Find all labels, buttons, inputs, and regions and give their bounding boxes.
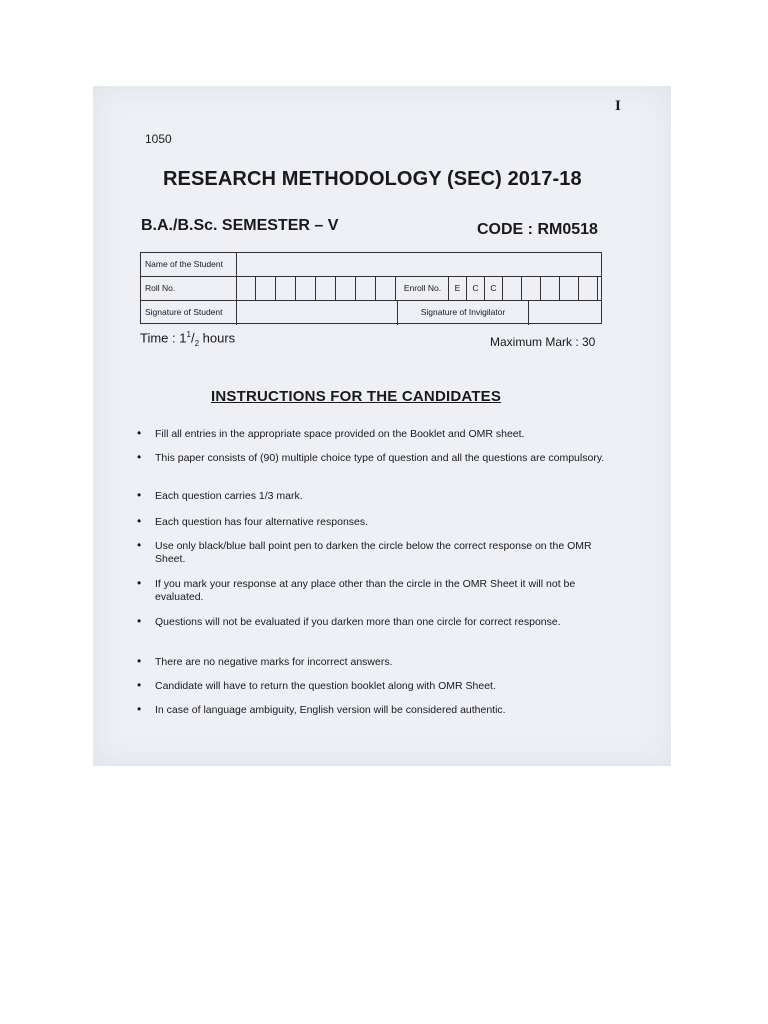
roll-box (377, 277, 396, 300)
instruction-text: Fill all entries in the appropriate space provided on the Booklet and OMR sheet. (155, 428, 525, 440)
enroll-letter: E (449, 277, 467, 300)
time-allowed: Time : $1^1/_2$ hours (140, 330, 236, 348)
bullet-icon: • (137, 678, 142, 692)
enroll-box (579, 277, 598, 300)
signature-student-label: Signature of Student (141, 301, 237, 325)
instruction-text: Use only black/blue ball point pen to darken the circle below the correct response on the OMR Sheet. (155, 540, 592, 565)
student-info-table (140, 252, 602, 324)
roll-box (257, 277, 276, 300)
instruction-text: Each question carries 1/3 mark. (155, 490, 303, 502)
enroll-box (560, 277, 579, 300)
enroll-letter: C (467, 277, 485, 300)
roll-box (277, 277, 296, 300)
bullet-icon: • (137, 514, 142, 528)
enroll-label: Enroll No. (397, 277, 449, 300)
bullet-icon: • (137, 576, 142, 590)
enroll-box (541, 277, 560, 300)
instruction-text: If you mark your response at any place other than the circle in the OMR Sheet it will not be evaluated. (155, 578, 576, 603)
page-title: RESEARCH METHODOLOGY (SEC) 2017-18 (163, 168, 582, 190)
enroll-box (522, 277, 541, 300)
roll-box (237, 277, 256, 300)
paper-id: 1050 (145, 132, 172, 146)
roll-row (141, 277, 601, 301)
page-mark: I (615, 98, 621, 114)
roll-box (317, 277, 336, 300)
bullet-icon: • (137, 702, 142, 716)
bullet-icon: • (137, 614, 142, 628)
enroll-box (503, 277, 522, 300)
roll-box (357, 277, 376, 300)
instruction-text: Candidate will have to return the question booklet along with OMR Sheet. (155, 680, 496, 692)
bullet-icon: • (137, 488, 142, 502)
time-prefix: Time : 1 (140, 330, 187, 346)
time-fraction-numerator: 1 (186, 330, 191, 339)
instructions-heading: INSTRUCTIONS FOR THE CANDIDATES (211, 388, 502, 405)
bullet-icon: • (137, 426, 142, 440)
roll-label: Roll No. (141, 277, 237, 300)
time-fraction-denominator: 2 (194, 338, 200, 348)
bullet-icon: • (137, 450, 142, 464)
exam-paper (93, 86, 671, 766)
course-code: CODE : RM0518 (477, 221, 598, 238)
roll-box (337, 277, 356, 300)
name-label: Name of the Student (141, 253, 237, 276)
semester-label: B.A./B.Sc. SEMESTER – V (141, 217, 339, 234)
instruction-text: Questions will not be evaluated if you darken more than one circle for correct response. (155, 616, 561, 628)
bullet-icon: • (137, 538, 142, 552)
signature-row (141, 301, 601, 325)
name-row (141, 253, 601, 277)
maximum-mark: Maximum Mark : 30 (490, 335, 596, 349)
instruction-text: Each question has four alternative responses. (155, 516, 369, 528)
instruction-text: This paper consists of (90) multiple choice type of question and all the questions are compulsory. (155, 452, 605, 464)
enroll-letter: C (485, 277, 503, 300)
instruction-text: In case of language ambiguity, English version will be considered authentic. (155, 704, 506, 716)
signature-invigilator-label: Signature of Invigilator (397, 301, 529, 325)
bullet-icon: • (137, 654, 142, 668)
instruction-text: There are no negative marks for incorrect answers. (155, 656, 393, 668)
time-suffix: hours (199, 330, 236, 346)
roll-box (297, 277, 316, 300)
